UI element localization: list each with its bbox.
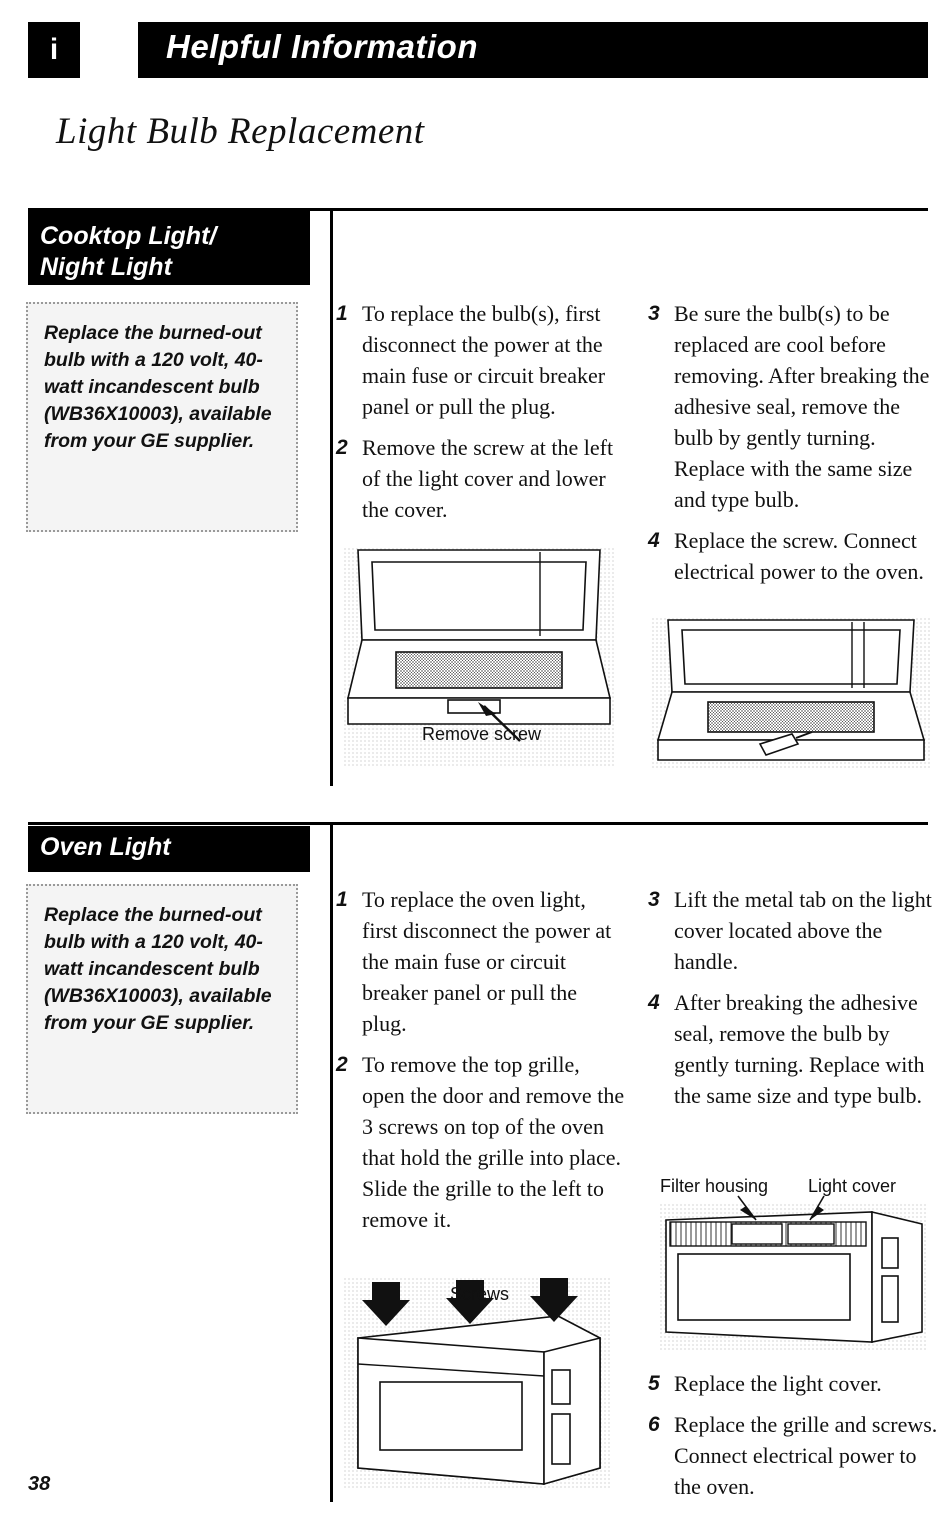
note-text-cooktop-light: Replace the burned-out bulb with a 120 volt, 40-watt incandescent bulb (WB36X10003), available from your GE supplier. [44,322,272,452]
step-text: To replace the oven light, first disconnect the power at the main fuse or circuit breaker panel or pull the plug. [362,887,612,1036]
step-item [336,1049,626,1235]
figure-caption-light-cover: Light cover [808,1176,897,1196]
step-item [336,884,626,1039]
steps-oven-left [336,884,626,1245]
step-item [648,884,940,977]
section2-column-divider [330,822,333,1502]
figure-oven-screws-svg [344,1278,612,1490]
information-icon-glyph: i [49,33,59,66]
note-box-oven-light [26,884,298,1114]
step-text: Replace the grille and screws. Connect electrical power to the oven. [674,1412,938,1499]
section-heading-cooktop-light [28,211,310,285]
figure-oven-light-cover [660,1176,928,1352]
page-header [28,22,928,78]
steps-cooktop-left [336,298,626,535]
step-item [336,298,626,422]
step-item [648,987,940,1111]
figure-oven-screws [344,1278,612,1490]
section1-column-divider [330,208,333,786]
step-number: 6 [648,1413,660,1436]
step-text: To remove the top grille, open the door and remove the 3 screws on top of the oven that hold the grille into place. Slide the grille to the left to remove it. [362,1052,625,1232]
figure-caption-screws: Screws [450,1284,510,1304]
step-number: 1 [336,302,348,325]
step-item [648,1409,940,1502]
note-box-cooktop-light [26,302,298,532]
note-text-oven-light: Replace the burned-out bulb with a 120 volt, 40-watt incandescent bulb (WB36X10003), available from your GE supplier. [44,904,272,1034]
step-number: 3 [648,302,660,325]
figure-cooktop-replace-screw-svg [652,618,930,770]
steps-oven-right-top [648,884,940,1121]
information-icon [28,22,80,78]
step-text: Replace the light cover. [674,1371,882,1396]
section2-top-rule [28,822,928,825]
figure-oven-light-cover-svg [660,1176,928,1352]
section2-tab-line1: Oven Light [40,833,171,861]
step-number: 4 [648,991,660,1014]
step-number: 2 [336,1053,348,1076]
steps-cooktop-right [648,298,938,597]
step-number: 1 [336,888,348,911]
step-item [648,525,938,587]
figure-cooktop-replace-screw [652,618,930,770]
step-text: After breaking the adhesive seal, remove the bulb by gently turning. Replace with the same size and type bulb. [674,990,925,1108]
figure-caption-filter-housing: Filter housing [660,1176,769,1196]
step-item [648,1368,940,1399]
figure-cooktop-remove-screw [344,548,614,768]
section1-tab-line2: Night Light [40,253,172,281]
figure-caption-remove-screw: Remove screw [422,724,542,744]
step-text: Remove the screw at the left of the light cover and lower the cover. [362,435,614,522]
step-text: Replace the screw. Connect electrical power to the oven. [674,528,924,584]
step-text: To replace the bulb(s), first disconnect the power at the main fuse or circuit breaker panel or pull the plug. [362,301,606,419]
page-number: 38 [28,1473,51,1495]
step-number: 5 [648,1372,660,1395]
header-title: Helpful Information [166,28,478,65]
step-item [336,432,626,525]
page-title: Light Bulb Replacement [56,111,425,152]
section-heading-oven-light [28,826,310,872]
step-text: Be sure the bulb(s) to be replaced are cool before removing. After breaking the adhesive seal, remove the bulb by gently turning. Replace with the same size and type bulb. [674,301,930,512]
steps-oven-right-bottom [648,1368,940,1512]
step-text: Lift the metal tab on the light cover located above the handle. [674,887,932,974]
header-banner [138,22,928,78]
step-number: 3 [648,888,660,911]
step-number: 2 [336,436,348,459]
section1-tab-line1: Cooktop Light/ [40,222,217,250]
step-item [648,298,938,515]
step-number: 4 [648,529,660,552]
